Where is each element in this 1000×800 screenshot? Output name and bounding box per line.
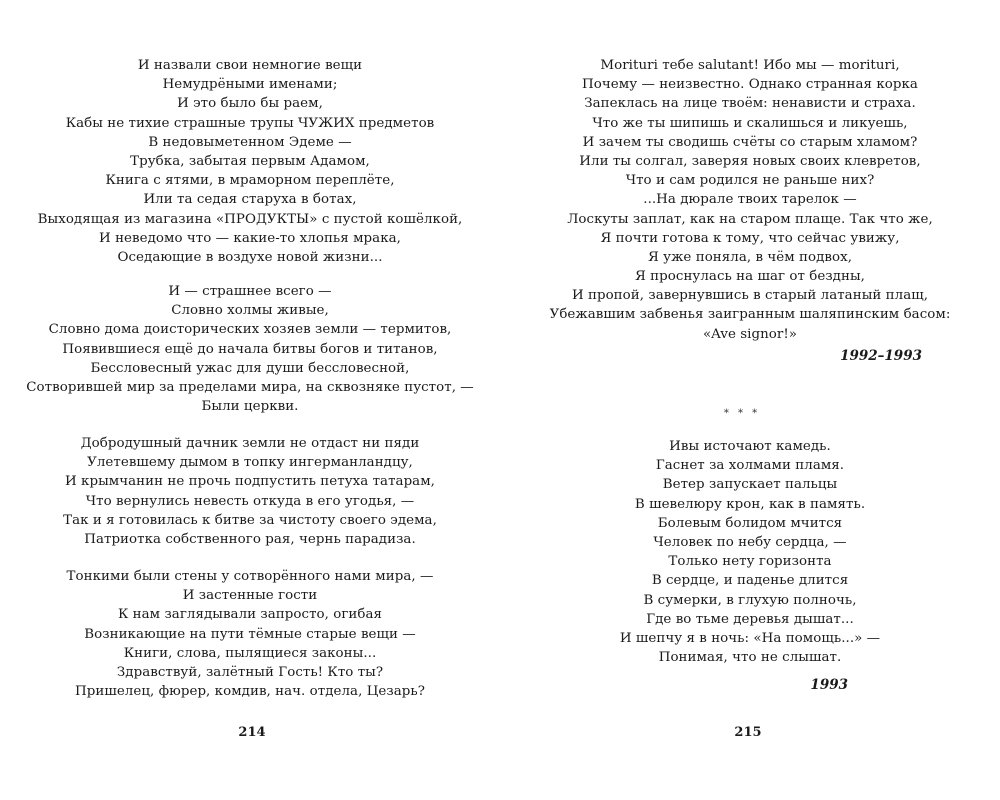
verse-line: Где во тьме деревья дышат...	[646, 611, 854, 627]
verse-line: Или та седая старуха в ботах,	[143, 192, 357, 208]
verse-line: Лоскуты заплат, как на старом плаще. Так что же,	[567, 211, 933, 227]
verse-line: Я уже поняла, в чём подвох,	[647, 249, 853, 265]
verse-line: Выходящая из магазина «ПРОДУКТЫ» с пустой кошёлкой,	[37, 211, 463, 227]
verse-line: Только нету горизонта	[668, 554, 832, 570]
verse-line: Тонкими были стены у сотворённого нами мира, —	[66, 569, 434, 584]
verse-line: И застенные гости	[182, 588, 318, 604]
verse-line: И неведомо что — какие-то хлопья мрака,	[99, 230, 401, 246]
verse-line: Что же ты шипишь и скалишься и ликуешь,	[592, 115, 908, 131]
verse-line: Почему — неизвестно. Однако странная корка	[582, 77, 918, 93]
verse-line: Запеклась на лице твоём: ненависти и страха.	[584, 96, 916, 112]
verse-line: Улетевшему дымом в топку ингерманландцу,	[87, 455, 413, 471]
verse-line: Здравствуй, залётный Гость! Кто ты?	[116, 664, 384, 680]
verse-line: Словно дома доисторических хозяев земли — термитов,	[48, 322, 452, 338]
poem-2-date: 1993	[810, 677, 848, 693]
verse-line: Так и я готовилась к битве за чистоту своего эдема,	[63, 512, 437, 528]
verse-line: И — страшнее всего —	[168, 284, 332, 299]
verse-line: И крымчанин не прочь подпустить петуха татарам,	[65, 474, 435, 490]
poem-2	[500, 437, 1000, 667]
verse-line: Гаснет за холмами пламя.	[655, 458, 845, 474]
verse-line: И зачем ты сводишь счёты со старым хламом?	[582, 134, 918, 150]
verse-line: В недовыметенном Эдеме —	[148, 134, 352, 150]
verse-line: И назвали свои немногие вещи	[137, 58, 363, 73]
verse-line: Сотворившей мир за пределами мира, на сквозняке пустот, —	[26, 379, 474, 395]
right-page	[500, 0, 1000, 800]
verse-line: И пропой, завернувшись в старый латаный плащ,	[571, 288, 929, 304]
verse-line: В сумерки, в глухую полночь,	[643, 592, 857, 608]
verse-line: И шепчу я в ночь: «На помощь...» —	[619, 630, 881, 646]
verse-line: Словно холмы живые,	[171, 303, 329, 319]
verse-line: Книга с ятями, в мраморном переплёте,	[105, 173, 395, 189]
poem-1	[500, 56, 1000, 344]
verse-line: Оседающие в воздухе новой жизни...	[117, 249, 383, 265]
verse-line: И это было бы раем,	[177, 96, 323, 112]
verse-line: Немудрёными именами;	[162, 77, 338, 93]
verse-line: Человек по небу сердца, —	[653, 534, 847, 550]
page-number: 214	[238, 725, 266, 740]
verse-line: Ветер запускает пальцы	[662, 477, 838, 493]
stanza-3	[0, 434, 500, 549]
verse-line: Бессловесный ужас для души бессловесной,	[90, 360, 410, 376]
verse-line: Morituri тебе salutant! Ибо мы — morituri,	[600, 58, 900, 73]
verse-line: В шевелюру крон, как в память.	[634, 496, 866, 512]
page-number: 215	[734, 725, 762, 740]
verse-line: Я проснулась на шаг от бездны,	[635, 269, 865, 285]
poem-1-date: 1992–1993	[840, 348, 922, 364]
stanza-2	[0, 282, 500, 416]
stanza-4	[0, 567, 500, 701]
verse-line: Ивы источают камедь.	[669, 439, 831, 454]
verse-line: Убежавшим забвенья заигранным шаляпинским басом:	[549, 307, 951, 323]
section-separator: * * *	[723, 408, 761, 419]
verse-line: ...На дюрале твоих тарелок —	[643, 192, 857, 208]
verse-line: Что вернулись невесть откуда в его угодья, —	[85, 493, 415, 509]
verse-line: К нам заглядывали запросто, огибая	[117, 607, 383, 623]
verse-line: Пришелец, фюрер, комдив, нач. отдела, Цезарь?	[75, 684, 425, 700]
stanza-1	[0, 56, 500, 267]
verse-line: Понимая, что не слышат.	[658, 650, 842, 666]
verse-line: Болевым болидом мчится	[657, 515, 843, 531]
verse-line: Или ты солгал, заверяя новых своих клевретов,	[579, 153, 921, 169]
verse-line: Кабы не тихие страшные трупы ЧУЖИХ предметов	[65, 115, 435, 131]
verse-line: Патриотка собственного рая, чернь парадиза.	[84, 531, 416, 547]
verse-line: Я почти готова к тому, что сейчас увижу,	[600, 230, 900, 246]
verse-line: «Ave signor!»	[702, 326, 798, 342]
verse-line: Возникающие на пути тёмные старые вещи —	[84, 626, 416, 642]
verse-line: Были церкви.	[201, 399, 299, 415]
verse-line: Добродушный дачник земли не отдаст ни пяди	[80, 436, 420, 451]
verse-line: Трубка, забытая первым Адамом,	[130, 153, 370, 169]
verse-line: Что и сам родился не раньше них?	[625, 173, 875, 189]
verse-line: Появившиеся ещё до начала битвы богов и титанов,	[62, 341, 438, 357]
verse-line: Книги, слова, пылящиеся законы...	[123, 645, 377, 661]
verse-line: В сердце, и паденье длится	[651, 573, 849, 589]
